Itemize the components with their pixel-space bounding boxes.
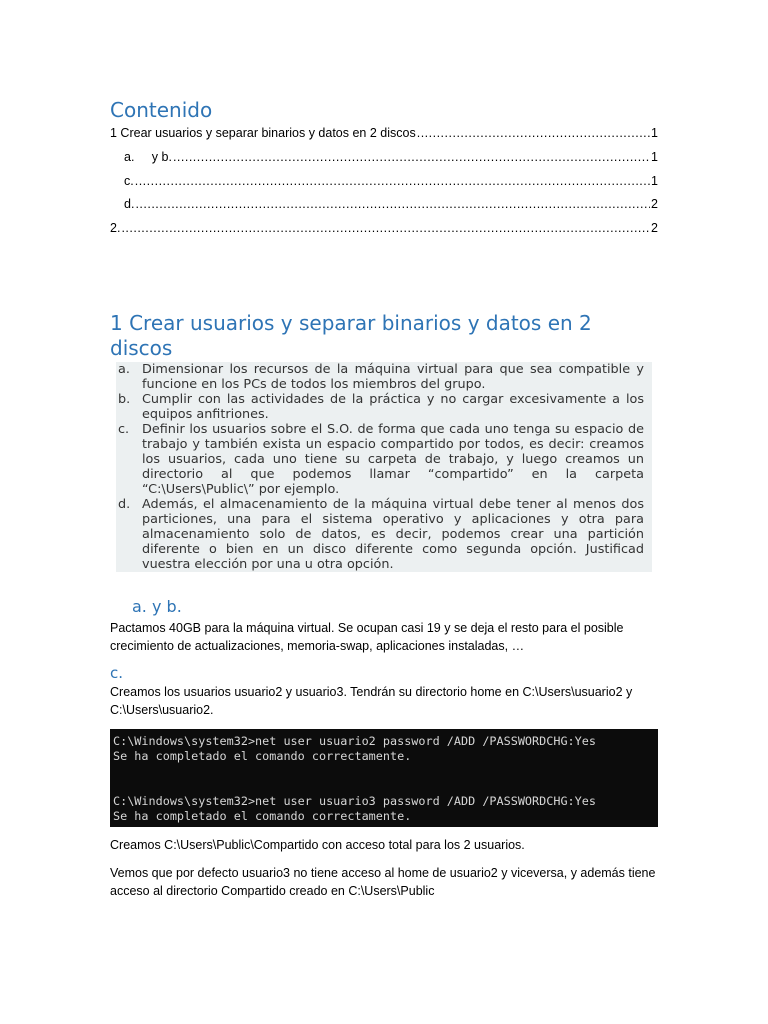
toc-leader xyxy=(121,220,650,236)
task-marker: c. xyxy=(118,422,130,437)
console-line xyxy=(113,764,655,779)
toc-entry-text: 2. xyxy=(110,221,121,235)
toc-entry-text: a. y b. xyxy=(124,150,172,164)
toc-leader xyxy=(173,149,650,165)
toc-page-number: 1 xyxy=(651,150,658,164)
console-line: Se ha completado el comando correctamente. xyxy=(113,749,412,763)
task-marker: d. xyxy=(118,497,131,512)
console-line xyxy=(113,779,655,794)
toc-page-number: 2 xyxy=(651,197,658,211)
console-line: Se ha completado el comando correctamente. xyxy=(113,809,412,823)
toc-entry-5[interactable] xyxy=(110,220,658,236)
toc-page-number: 1 xyxy=(651,174,658,188)
toc-page-number: 2 xyxy=(651,221,658,235)
toc-entry-2[interactable] xyxy=(124,149,658,165)
task-list xyxy=(118,362,644,572)
toc-entry-4[interactable] xyxy=(124,196,658,212)
toc-entry-text: 1 Crear usuarios y separar binarios y datos en 2 discos xyxy=(110,126,416,140)
task-text: Cumplir con las actividades de la práctica y no cargar excesivamente a los equipos anfitriones. xyxy=(142,392,644,422)
task-item xyxy=(118,392,644,422)
task-marker: a. xyxy=(118,362,130,377)
task-item xyxy=(118,422,644,497)
toc-leader xyxy=(417,125,650,141)
paragraph-c-3: Vemos que por defecto usuario3 no tiene acceso al home de usuario2 y viceversa, y además tiene acceso al directorio Compartido creado en C:\Users\Public xyxy=(110,866,656,898)
toc-entry-text: c. xyxy=(124,174,134,188)
toc-entry-text: d. xyxy=(124,197,135,211)
task-item xyxy=(118,362,644,392)
paragraph-c-2: Creamos C:\Users\Public\Compartido con acceso total para los 2 usuarios. xyxy=(110,838,525,852)
task-text: Además, el almacenamiento de la máquina virtual debe tener al menos dos particiones, una para el sistema operativo y aplicaciones y otra para almacenamiento solo de datos, es decir, podemos crear una partición diferente o bien en un disco diferente como segunda opción. Justificad vuestra elección por una u otra opción. xyxy=(142,497,644,572)
paragraph-c: Creamos los usuarios usuario2 y usuario3. Tendrán su directorio home en C:\Users\usuario2 y C:\Users\usuario2. xyxy=(110,685,633,717)
task-text: Definir los usuarios sobre el S.O. de forma que cada uno tenga su espacio de trabajo y también exista un espacio compartido por todos, es decir: creamos los usuarios, cada uno tiene su carpeta de trabajo, y luego creamos un directorio al que podemos llamar “compartido” en la carpeta “C:\Users\Public\” por ejemplo. xyxy=(142,422,644,497)
subheading-ab: a. y b. xyxy=(132,597,182,616)
toc-page-number: 1 xyxy=(651,126,658,140)
task-marker: b. xyxy=(118,392,131,407)
console-screenshot xyxy=(110,729,658,827)
toc-entry-1[interactable] xyxy=(110,125,658,141)
toc-leader xyxy=(135,173,650,189)
subheading-c: c. xyxy=(110,664,124,682)
console-line: C:\Windows\system32>net user usuario3 password /ADD /PASSWORDCHG:Yes xyxy=(113,794,596,808)
console-line: C:\Windows\system32>net user usuario2 password /ADD /PASSWORDCHG:Yes xyxy=(113,734,596,748)
paragraph-ab: Pactamos 40GB para la máquina virtual. Se ocupan casi 19 y se deja el resto para el posible crecimiento de actualizaciones, memoria-swap, aplicaciones instaladas, … xyxy=(110,621,624,653)
toc-entry-3[interactable] xyxy=(124,173,658,189)
task-text: Dimensionar los recursos de la máquina virtual para que sea compatible y funcione en los PCs de todos los miembros del grupo. xyxy=(142,362,644,392)
task-item xyxy=(118,497,644,572)
section-heading: 1 Crear usuarios y separar binarios y datos en 2 discos xyxy=(110,311,592,360)
toc-leader xyxy=(135,196,650,212)
toc-title: Contenido xyxy=(110,98,213,122)
